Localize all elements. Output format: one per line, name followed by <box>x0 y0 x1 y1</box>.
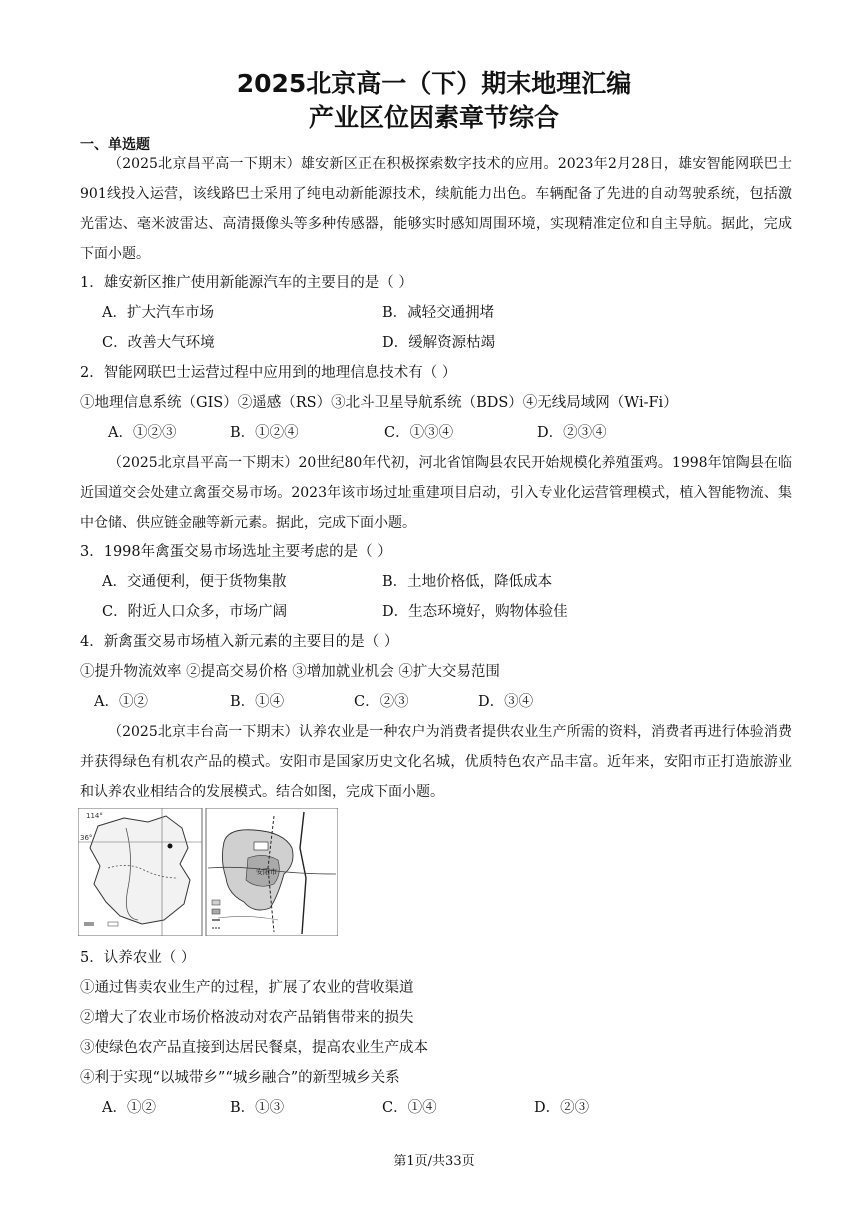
question-1-option-b: B．减轻交通拥堵 <box>382 305 495 321</box>
question-1-option-c: C．改善大气环境 <box>102 335 215 351</box>
question-1-option-a: A．扩大汽车市场 <box>102 305 214 321</box>
passage-3: （2025北京丰台高一下期末）认养农业是一种农户为消费者提供农业生产所需的资料，消费者再进行体验消费并获得绿色有机农产品的模式。安阳市是国家历史文化名城，优质特色农产品丰富。近年来，安阳市正打造旅游业和认养农业相结合的发展模式。结合如图，完成下面小题。 <box>80 724 792 800</box>
city-detail-map <box>206 808 338 936</box>
question-4-option-d: D．③④ <box>478 694 534 710</box>
longitude-label: 114° <box>86 812 103 820</box>
passage-2: （2025北京昌平高一下期末）20世纪80年代初，河北省馆陶县农民开始规模化养殖蛋鸡。1998年馆陶县在临近国道交会处建立禽蛋交易市场。2023年该市场过址重建项目启动，引入专业化运营管理模式，植入智能物流、集中仓储、供应链金融等新元素。据此，完成下面小题。 <box>80 455 792 531</box>
question-1-option-d: D．缓解资源枯竭 <box>382 335 496 351</box>
question-2-option-c: C．①③④ <box>384 425 454 441</box>
question-5-option-c: C．①④ <box>382 1100 437 1116</box>
question-2-items: ①地理信息系统（GIS）②遥感（RS）③北斗卫星导航系统（BDS）④无线局域网（Wi-Fi） <box>80 395 678 411</box>
question-4-items: ①提升物流效率 ②提高交易价格 ③增加就业机会 ④扩大交易范围 <box>80 664 500 680</box>
province-inset-map <box>78 808 202 936</box>
question-4-option-c: C．②③ <box>354 694 409 710</box>
question-2-stem: 2．智能网联巴士运营过程中应用到的地理信息技术有（ ） <box>80 365 457 381</box>
question-2-option-d: D．②③④ <box>537 425 607 441</box>
question-5-item-3: ③使绿色农产品直接到达居民餐桌，提高农业生产成本 <box>80 1040 428 1056</box>
question-5-stem: 5．认养农业（ ） <box>80 950 196 966</box>
city-label: 安阳市 <box>256 868 277 876</box>
question-2-option-a: A．①②③ <box>108 425 177 441</box>
question-3-option-d: D．生态环境好，购物体验佳 <box>382 604 568 620</box>
question-5-option-a: A．①② <box>102 1100 156 1116</box>
question-5-item-2: ②增大了农业市场价格波动对农产品销售带来的损失 <box>80 1010 414 1026</box>
question-1-stem: 1．雄安新区推广使用新能源汽车的主要目的是（ ） <box>80 275 413 291</box>
question-5-item-4: ④利于实现“以城带乡”“城乡融合”的新型城乡关系 <box>80 1070 400 1086</box>
passage-1: （2025北京昌平高一下期末）雄安新区正在积极探索数字技术的应用。2023年2月28日，雄安智能网联巴士901线投入运营，该线路巴士采用了纯电动新能源技术，续航能力出色。车辆配备了先进的自动驾驶系统，包括激光雷达、毫米波雷达、高清摄像头等多种传感器，能够实时感知周围环境，实现精准定位和自主导航。据此，完成下面小题。 <box>80 156 792 262</box>
section-heading: 一、单选题 <box>80 137 150 153</box>
question-5-option-b: B．①③ <box>230 1100 285 1116</box>
page-subtitle: 产业区位因素章节综合 <box>308 103 559 132</box>
latitude-label: 36° <box>80 834 93 842</box>
page-number: 第1页/共33页 <box>393 1154 475 1169</box>
question-3-stem: 3．1998年禽蛋交易市场选址主要考虑的是（ ） <box>80 544 392 560</box>
question-5-item-1: ①通过售卖农业生产的过程，扩展了农业的营收渠道 <box>80 980 414 996</box>
question-4-stem: 4．新禽蛋交易市场植入新元素的主要目的是（ ） <box>80 634 399 650</box>
question-5-option-d: D．②③ <box>534 1100 590 1116</box>
anyang-location-map <box>78 808 338 936</box>
question-4-option-a: A．①② <box>94 694 148 710</box>
question-3-option-a: A．交通便利，便于货物集散 <box>102 574 287 590</box>
question-3-option-c: C．附近人口众多，市场广阔 <box>102 604 288 620</box>
page-title: 2025北京高一（下）期末地理汇编 <box>236 69 632 98</box>
question-2-option-b: B．①②④ <box>230 425 299 441</box>
question-3-option-b: B．土地价格低，降低成本 <box>382 574 553 590</box>
question-4-option-b: B．①④ <box>230 694 285 710</box>
